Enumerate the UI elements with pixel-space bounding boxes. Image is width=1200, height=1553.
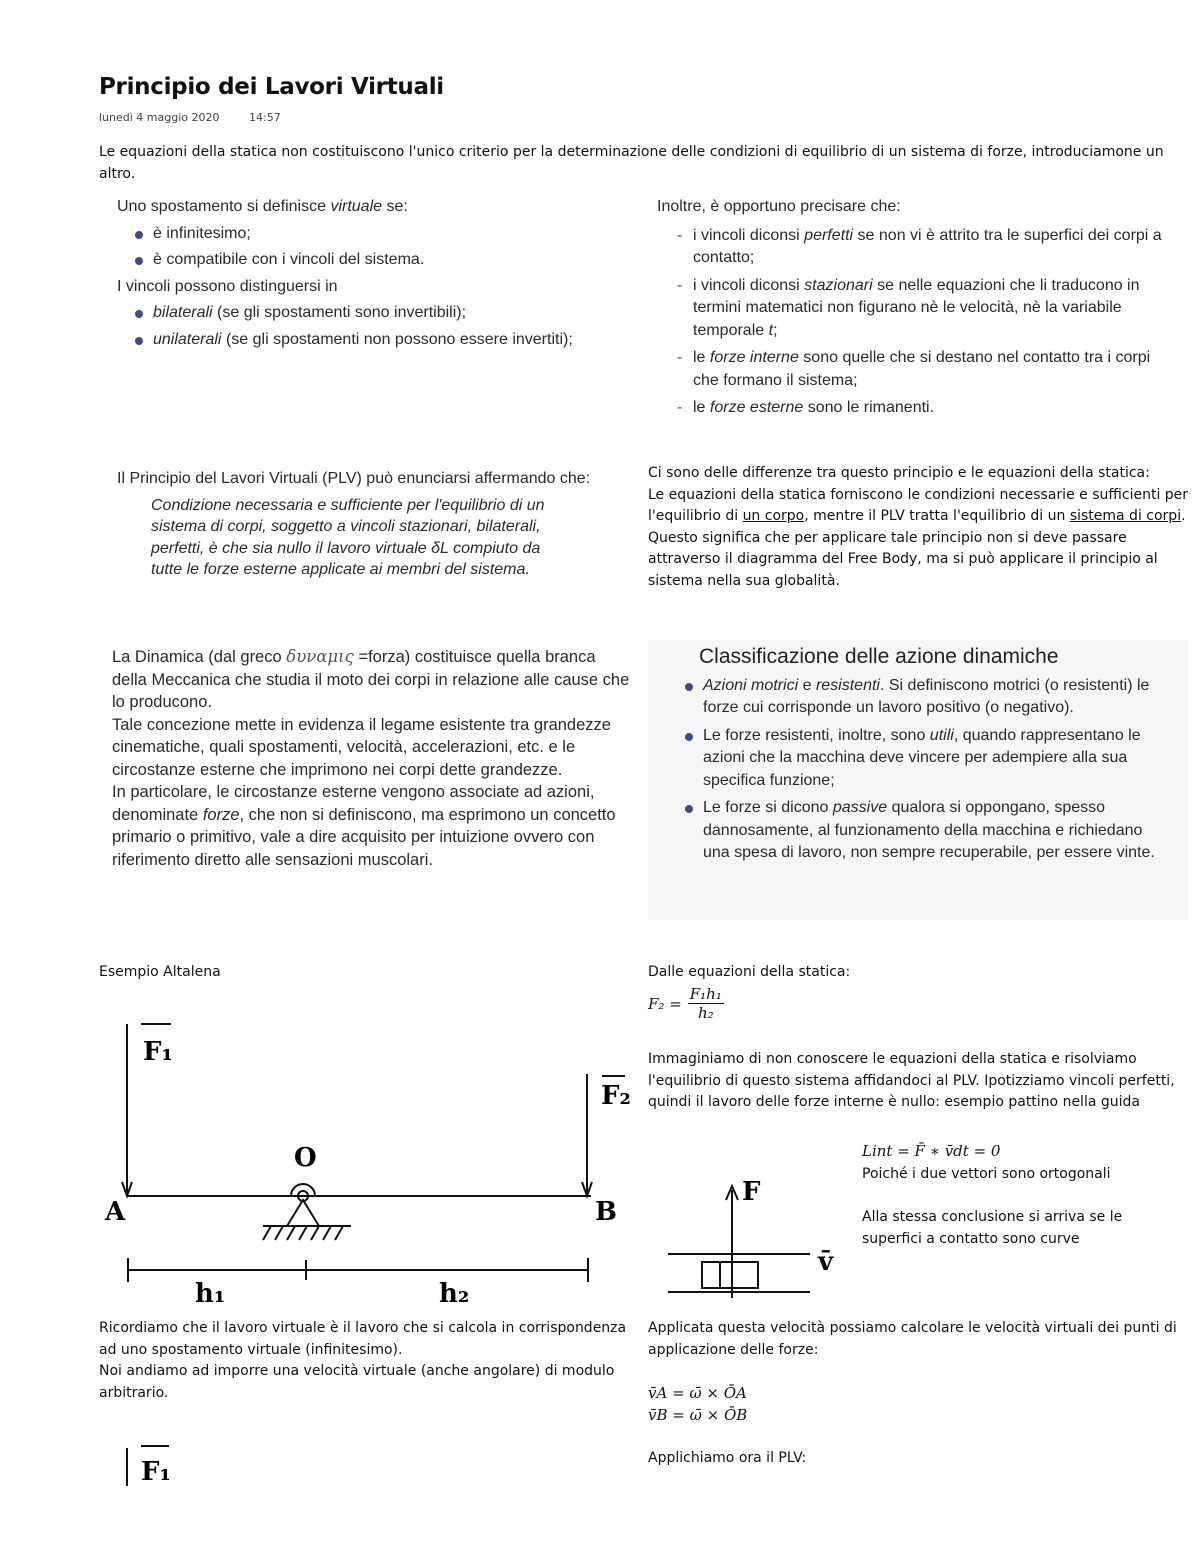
list-item: Azioni motrici e resistenti. Si definiscono motrici (o resistenti) le forze cui corrisponde un lavoro positivo (o negativo). — [667, 675, 1167, 720]
example-title: Esempio Altalena — [99, 964, 221, 980]
box1-lead2: I vincoli possono distinguersi in — [117, 277, 338, 295]
slider-guide-diagram — [660, 1170, 860, 1305]
box2-lead: Inoltre, è opportuno precisare che: — [657, 198, 901, 215]
differences-paragraph: Ci sono delle differenze tra questo principio e le equazioni della statica: Le equazioni della statica forniscono le condizioni necessarie e sufficienti per l'equilibrio di un corpo, mentre il PLV tratta l'equilibrio di un sistema di corpi. Questo significa che per applicare tale principio non si deve passare attraverso il diagramma del Free Body, ma si può applicare il principio al sistema nella sua globalità. — [648, 465, 1189, 589]
constraints-clip — [657, 196, 1177, 420]
bottom-force-sketch — [115, 1440, 195, 1490]
list-item: è compatibile con i vincoli del sistema. — [117, 249, 637, 272]
velocity-a-equation: v̄A = ω̄ × ŌA — [648, 1384, 747, 1402]
imagine-paragraph: Immaginiamo di non conoscere le equazioni della statica e risolviamo l'equilibrio di questo sistema affidandoci al PLV. Ipotizziamo vincoli perfetti, quindi il lavoro delle forze interne è nullo: esempio pattino nella guida — [648, 1051, 1175, 1110]
internal-work-formula: Lint = F̄ ∗ v̄dt = 0 — [862, 1142, 1001, 1160]
classification-title: Classificazione delle azione dinamiche — [699, 645, 1059, 668]
plv-statement: Condizione necessaria e sufficiente per l'equilibrio di un sistema di corpi, soggetto a vincoli stazionari, bilaterali, perfetti, è che sia nullo il lavoro virtuale δL compiuto da tutte le forze esterne applicate ai membri del sistema. — [151, 496, 545, 578]
classification-clip — [667, 646, 1167, 865]
page-title: Principio dei Lavori Virtuali — [99, 74, 444, 100]
label-h2: h₂ — [439, 1279, 470, 1309]
recall-paragraph: Ricordiamo che il lavoro virtuale è il lavoro che si calcola in corrispondenza ad uno spostamento virtuale (infinitesimo). Noi andiamo ad imporre una velocità virtuale (anche angolare) di modulo arbitrario. — [99, 1320, 627, 1401]
statics-title: Dalle equazioni della statica: — [648, 964, 851, 980]
label-o: O — [294, 1143, 317, 1173]
page-date: lunedì 4 maggio 2020 — [99, 111, 220, 124]
statics-equation: F₂ = $\frac{\text{F₁h₁}}{\text{h₂}}$ — [648, 985, 722, 1022]
virtual-velocity-equations — [648, 1382, 747, 1426]
list-item: - le forze interne sono quelle che si destano nel contatto tra i corpi che formano il sistema; — [657, 347, 1177, 392]
list-item: Le forze si dicono passive qualora si oppongano, spesso dannosamente, al funzionamento della macchina e richiedano una spesa di lavoro, non sempre recuperabile, per essere vinte. — [667, 797, 1167, 865]
label-a: A — [105, 1197, 126, 1227]
list-item: - le forze esterne sono le rimanenti. — [657, 397, 1177, 420]
apply-plv-line: Applichiamo ora il PLV: — [648, 1450, 807, 1466]
slider-block — [702, 1262, 758, 1288]
orthogonal-note: Poiché i due vettori sono ortogonali — [862, 1166, 1111, 1182]
label-v: v̄ — [818, 1247, 834, 1277]
intro-paragraph: Le equazioni della statica non costituiscono l'unico criterio per la determinazione delle condizioni di equilibrio di un sistema di forze, introduciamone un altro. — [99, 144, 1164, 182]
list-item: unilaterali (se gli spostamenti non possono essere invertiti); — [117, 329, 637, 352]
list-item: - i vincoli diconsi stazionari se nelle equazioni che li traducono in termini matematici non figurano nè le velocità, nè la variabile temporale t; — [657, 275, 1177, 343]
bottom-label-f1: F₁ — [141, 1457, 171, 1487]
label-b: B — [595, 1197, 617, 1227]
page-time: 14:57 — [249, 111, 281, 124]
label-f1: F₁ — [143, 1037, 173, 1067]
list-item: bilaterali (se gli spostamenti sono invertibili); — [117, 302, 637, 325]
label-h1: h₁ — [195, 1279, 226, 1309]
velocity-b-equation: v̄B = ω̄ × ŌB — [648, 1406, 748, 1424]
pivot-support — [287, 1200, 319, 1226]
plv-statement-clip — [117, 468, 597, 581]
applied-velocity-paragraph: Applicata questa velocità possiamo calcolare le velocità virtuali dei punti di applicazione delle forze: — [648, 1320, 1177, 1358]
page-meta — [99, 111, 307, 124]
dynamics-clip: La Dinamica (dal greco δυναμις =forza) costituisce quella branca della Meccanica che studia il moto dei corpi in relazione alle cause che lo producono. Tale concezione mette in evidenza il legame esistente tra grandezze cinematiche, quali spostamenti, velocità, accelerazioni, etc. e le circostanze esterne che imprimono nei corpi dette grandezze. In particolare, le circostanze esterne vengono associate ad azioni, denominate forze, che non si definiscono, ma esprimono un concetto primario o primitivo, vale a dire acquisito per intuizione ovvero con riferimento diretto alle sensazioni muscolari. — [112, 647, 630, 869]
box1-lead: Uno spostamento si definisce virtuale se: — [117, 198, 408, 215]
list-item: Le forze resistenti, inoltre, sono utili, quando rappresentano le azioni che la macchina deve vincere per adempiere alla sua specifica funzione; — [667, 725, 1167, 793]
label-f2: F₂ — [601, 1081, 631, 1111]
label-f: F — [742, 1177, 761, 1207]
curved-surfaces-note: Alla stessa conclusione si arriva se le superfici a contatto sono curve — [862, 1209, 1123, 1247]
list-item: - i vincoli diconsi perfetti se non vi è attrito tra le superfici dei corpi a contatto; — [657, 225, 1177, 270]
list-item: è infinitesimo; — [117, 223, 637, 246]
virtual-displacement-clip — [117, 196, 637, 351]
seesaw-diagram — [95, 1010, 655, 1320]
plv-lead: Il Principio del Lavori Virtuali (PLV) può enunciarsi affermando che: — [117, 470, 591, 487]
